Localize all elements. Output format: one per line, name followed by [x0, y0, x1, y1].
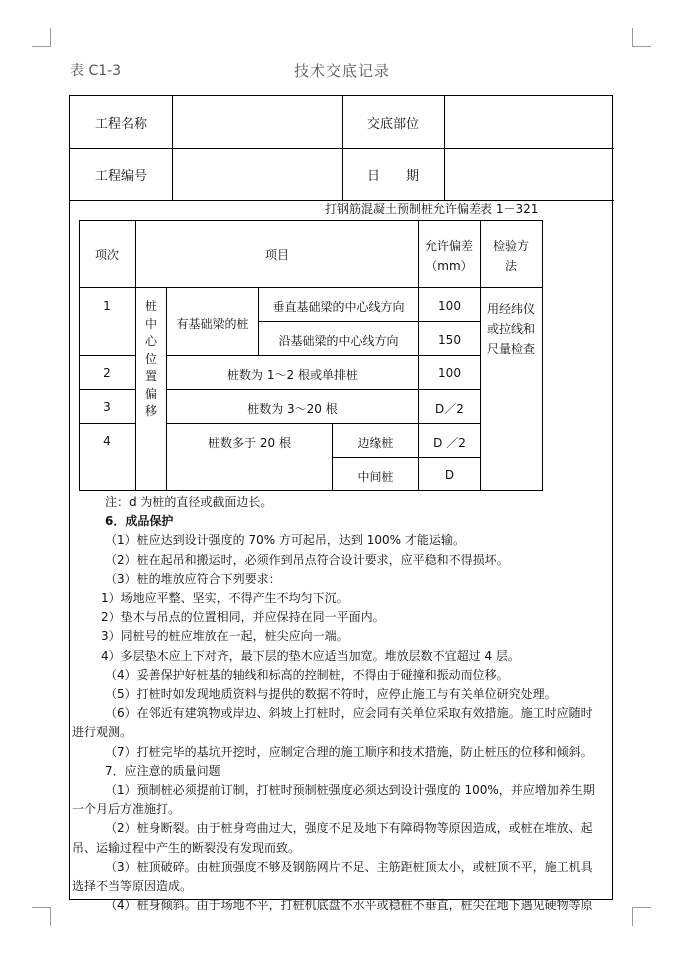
crop-mark-top-left: [32, 28, 51, 47]
method-value: 用经纬仪或拉线和尺量检查: [487, 302, 536, 356]
paragraph-line: （3）桩的堆放应符合下列要求：: [105, 571, 281, 586]
row-divider: [166, 355, 480, 356]
header-allowance: 允许偏差（mm）: [424, 239, 473, 273]
table-caption: 打钢筋混凝土预制桩允许偏差: [325, 202, 482, 216]
group-label-center-offset: 桩中心位置偏移: [144, 299, 157, 418]
row-1-sub: 有基础梁的桩: [176, 317, 249, 331]
section-heading: 6．成品保护: [105, 514, 174, 529]
table-border: [79, 220, 543, 221]
header-method: 检验方法: [492, 239, 529, 273]
tolerance-table: [79, 220, 543, 491]
row-4-no: 4: [103, 434, 111, 448]
crop-mark-top-right: [632, 28, 651, 47]
row-divider: [79, 389, 135, 390]
paragraph-line: （2）桩身断裂。由于桩身弯曲过大，强度不足及地下有障碍物等原因造成，或桩在堆放、起: [105, 821, 593, 836]
table-border: [79, 490, 543, 491]
row-1-detail: 垂直基础梁的中心线方向: [272, 300, 405, 314]
paragraph-line: 进行观测。: [72, 725, 133, 740]
form-code: 表 C1-3: [70, 63, 122, 79]
row-divider: [166, 423, 480, 424]
paragraph-line: （2）桩在起吊和搬运时，必须作到吊点符合设计要求，应平稳和不得损坏。: [105, 552, 509, 567]
row-divider: [258, 321, 480, 322]
row-2-no: 2: [103, 366, 111, 380]
table-number: 表 1－321: [480, 202, 539, 216]
paragraph-line: （7）打桩完毕的基坑开挖时，应制定合理的施工顺序和技术措施，防止桩压的位移和倾斜。: [105, 744, 593, 759]
paragraph-line: （4）桩身倾斜。由于场地不平，打桩机底盘不水平或稳桩不垂直，桩尖在地下遇见硬物等原: [105, 898, 593, 913]
row-3-value: D／2: [435, 402, 464, 416]
header-item: 项目: [264, 248, 289, 262]
row-4b-value: D: [444, 468, 455, 482]
table-border: [542, 220, 543, 491]
document-title: 技术交底记录: [293, 62, 390, 80]
row-3-no: 3: [103, 400, 111, 414]
paragraph-line: 一个月后方准施打。: [72, 802, 181, 817]
header-divider: [79, 287, 543, 288]
paragraph-line: 4）多层垫木应上下对齐，最下层的垫木应适当加宽。堆放层数不宜超过 4 层。: [101, 648, 520, 663]
paragraph-line: （3）桩顶破碎。由桩顶强度不够及钢筋网片不足、主筋距桩顶太小，或桩顶不平，施工机具: [105, 859, 593, 874]
row-2-value: 100: [438, 366, 461, 380]
date-label: 日 期: [366, 169, 419, 184]
row-1b-value: 150: [438, 333, 461, 347]
project-number-field[interactable]: [173, 149, 342, 200]
row-4b-detail: 中间桩: [357, 470, 394, 484]
row-divider: [79, 355, 135, 356]
paragraph-line: 选择不当等原因造成。: [72, 879, 193, 894]
paragraph-line: 3）同桩号的桩应堆放在一起，桩尖应向一端。: [101, 629, 349, 644]
disclosure-part-field[interactable]: [445, 96, 613, 148]
paragraph-line: （1）桩应达到设计强度的 70% 方可起吊，达到 100% 才能运输。: [105, 533, 465, 548]
row-1b-detail: 沿基础梁的中心线方向: [278, 334, 399, 348]
row-4-value: D ／2: [433, 436, 466, 450]
row-divider: [79, 423, 135, 424]
body-text: [70, 493, 614, 915]
row-4-detail: 边缘桩: [357, 436, 394, 450]
row-1-value: 100: [438, 299, 461, 313]
paragraph-line: 1）场地应平整、坚实，不得产生不均匀下沉。: [101, 591, 349, 606]
project-name-field[interactable]: [173, 96, 342, 148]
row-1-no: 1: [103, 299, 111, 313]
crop-mark-bottom-right: [632, 907, 651, 926]
row-4-sub: 桩数多于 20 根: [208, 436, 291, 450]
project-number-label: 工程编号: [94, 169, 147, 184]
row-divider: [166, 389, 480, 390]
note-line: 注：d 为桩的直径或截面边长。: [105, 495, 273, 509]
crop-mark-bottom-left: [32, 907, 51, 926]
row-2-sub: 桩数为 1～2 根或单排桩: [227, 368, 358, 382]
paragraph-line: 2）垫木与吊点的位置相同，并应保持在同一平面内。: [101, 610, 385, 625]
section-heading: 7．应注意的质量问题: [105, 763, 221, 778]
row-divider: [332, 457, 480, 458]
project-name-label: 工程名称: [94, 117, 147, 132]
paragraph-line: 吊、运输过程中产生的断裂没有发现而致。: [72, 840, 301, 855]
paragraph-line: （6）在邻近有建筑物或岸边、斜坡上打桩时，应会同有关单位采取有效措施。施工时应随时: [105, 706, 593, 721]
date-field[interactable]: [445, 149, 613, 200]
row-3-sub: 桩数为 3～20 根: [247, 402, 338, 416]
header-item-no: 项次: [94, 248, 119, 262]
disclosure-part-label: 交底部位: [366, 117, 419, 132]
col-divider: [480, 220, 481, 491]
col-divider: [342, 96, 343, 200]
disclosure-form: [69, 95, 613, 913]
paragraph-line: （4）妥善保护好桩基的轴线和标高的控制桩，不得由于碰撞和振动而位移。: [105, 667, 509, 682]
paragraph-line: （5）打桩时如发现地质资料与提供的数据不符时，应停止施工与有关单位研究处理。: [105, 687, 557, 702]
paragraph-line: （1）预制桩必须提前订制，打桩时预制桩强度必须达到设计强度的 100%，并应增加养生期: [105, 783, 595, 798]
